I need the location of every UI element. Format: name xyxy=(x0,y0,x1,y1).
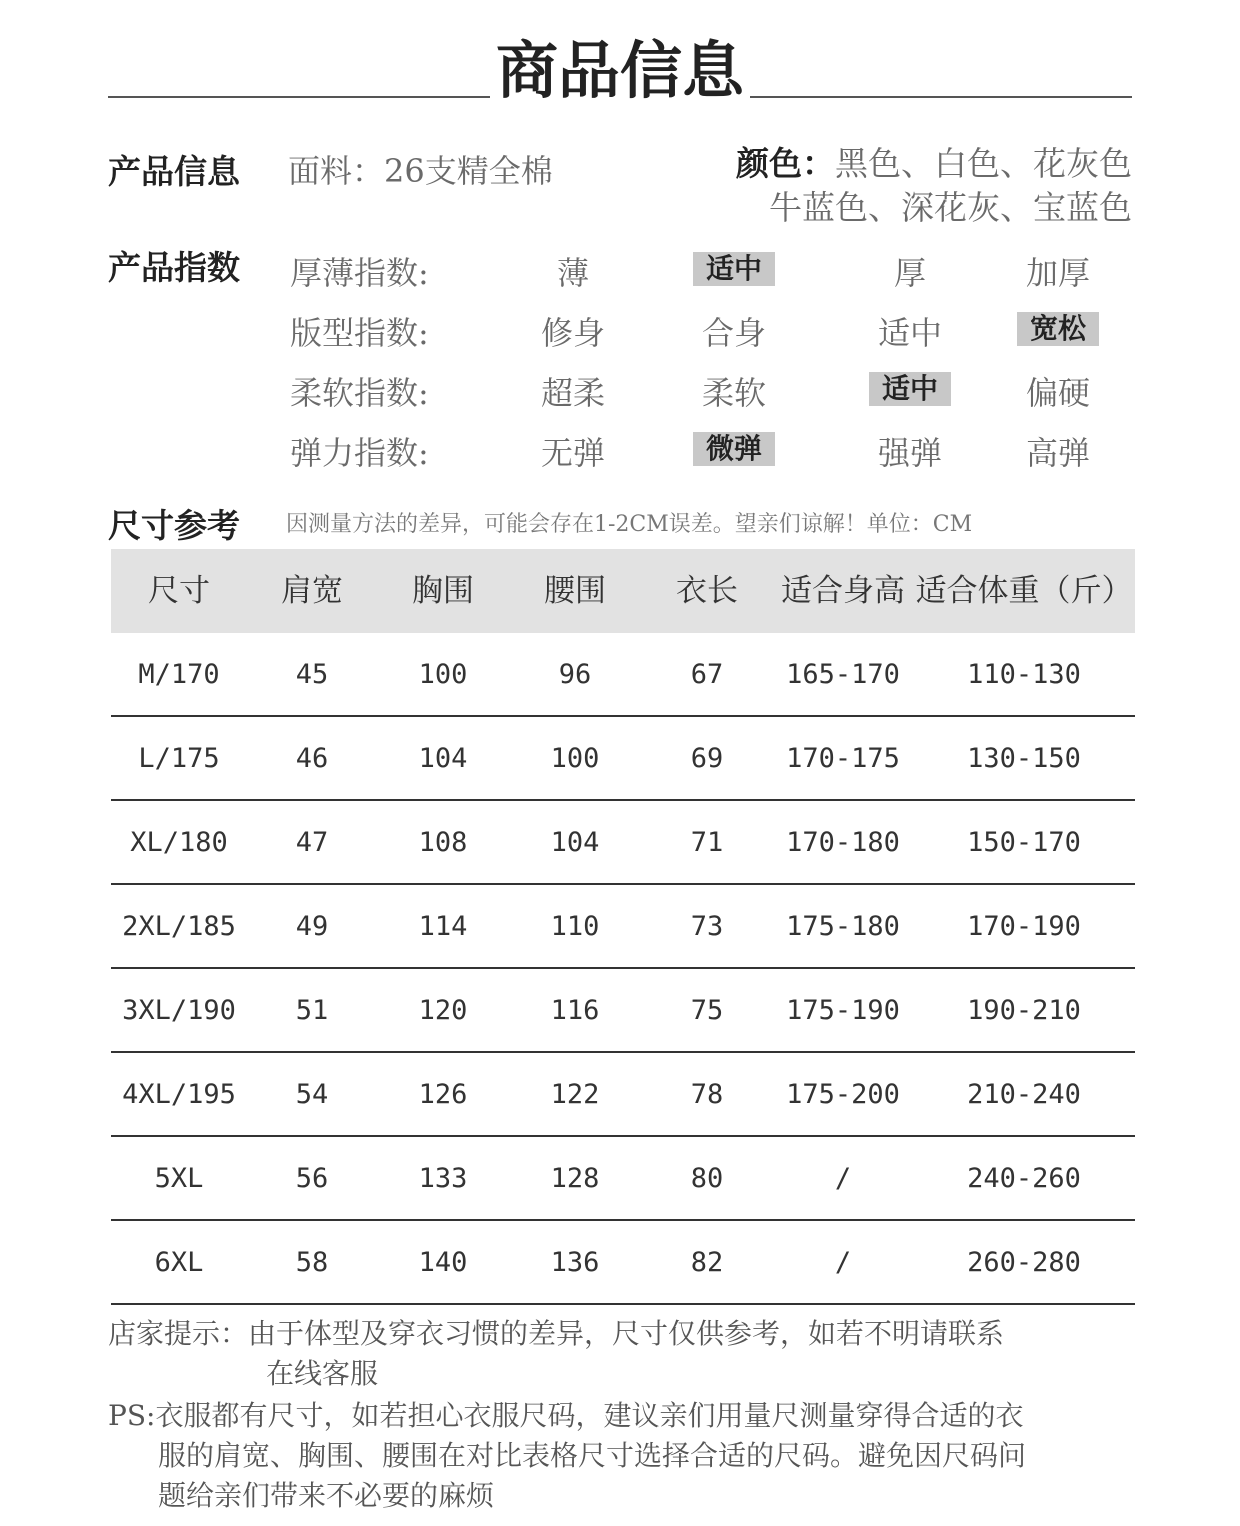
table-cell: 114 xyxy=(418,911,468,942)
table-cell: 5XL xyxy=(154,1163,204,1194)
table-header-cell: 适合身高 xyxy=(781,573,905,609)
table-cell: 126 xyxy=(418,1079,468,1110)
product-info-label: 产品信息 xyxy=(108,152,240,191)
table-cell: 130-150 xyxy=(967,743,1081,774)
table-cell: 78 xyxy=(690,1079,724,1110)
table-cell: 104 xyxy=(550,827,600,858)
table-cell: M/170 xyxy=(138,659,220,690)
table-header-cell: 衣长 xyxy=(676,573,738,609)
table-cell: 2XL/185 xyxy=(122,911,236,942)
index-option: 修身 xyxy=(540,314,605,352)
index-option: 偏硬 xyxy=(1025,374,1090,412)
index-row-name: 厚薄指数: xyxy=(290,254,429,292)
table-header-cell: 适合体重（斤） xyxy=(915,573,1133,609)
table-cell: 51 xyxy=(295,995,329,1026)
table-cell: 82 xyxy=(690,1247,724,1278)
table-cell: 56 xyxy=(295,1163,329,1194)
index-row xyxy=(0,364,1240,414)
shop-tip-line-1: 由于体型及穿衣习惯的差异，尺寸仅供参考，如若不明请联系 xyxy=(248,1317,1005,1350)
table-cell: 175-200 xyxy=(786,1079,900,1110)
shop-tip-line-2: 在线客服 xyxy=(266,1357,379,1390)
fabric-text: 面料：26支精全棉 xyxy=(288,152,553,190)
index-option-selected: 适中 xyxy=(869,372,951,406)
table-cell: 46 xyxy=(295,743,329,774)
index-option-selected: 宽松 xyxy=(1017,312,1099,346)
table-cell: 210-240 xyxy=(967,1079,1081,1110)
table-cell: / xyxy=(834,1247,852,1278)
table-cell: 120 xyxy=(418,995,468,1026)
size-table xyxy=(111,549,1135,1305)
index-option-selected: 适中 xyxy=(693,252,775,286)
table-cell: 67 xyxy=(690,659,724,690)
table-row xyxy=(111,801,1135,885)
table-cell: 69 xyxy=(690,743,724,774)
shop-tip xyxy=(108,1314,1004,1394)
table-cell: 100 xyxy=(418,659,468,690)
table-cell: 100 xyxy=(550,743,600,774)
table-cell: 71 xyxy=(690,827,724,858)
ps-line-3: 题给亲们带来不必要的麻烦 xyxy=(158,1479,495,1512)
index-row-name: 版型指数: xyxy=(290,314,429,352)
table-cell: 116 xyxy=(550,995,600,1026)
table-cell: 190-210 xyxy=(967,995,1081,1026)
table-cell: 110 xyxy=(550,911,600,942)
index-option: 无弹 xyxy=(540,434,605,472)
table-cell: 260-280 xyxy=(967,1247,1081,1278)
ps-label: PS: xyxy=(108,1399,156,1432)
table-header-row xyxy=(111,549,1135,633)
table-cell: 165-170 xyxy=(786,659,900,690)
table-row xyxy=(111,969,1135,1053)
index-option: 薄 xyxy=(556,254,589,292)
index-option: 加厚 xyxy=(1025,254,1090,292)
table-cell: 175-190 xyxy=(786,995,900,1026)
table-body xyxy=(111,633,1135,1305)
index-row xyxy=(0,304,1240,354)
size-ref-note: 因测量方法的差异，可能会存在1-2CM误差。望亲们谅解！单位：CM xyxy=(286,512,973,537)
table-cell: 240-260 xyxy=(967,1163,1081,1194)
table-row xyxy=(111,633,1135,717)
table-cell: 54 xyxy=(295,1079,329,1110)
table-header-cell: 胸围 xyxy=(412,573,474,609)
index-option: 高弹 xyxy=(1025,434,1090,472)
table-cell: 3XL/190 xyxy=(122,995,236,1026)
table-row xyxy=(111,1137,1135,1221)
table-cell: 6XL xyxy=(154,1247,204,1278)
table-cell: 133 xyxy=(418,1163,468,1194)
table-cell: 110-130 xyxy=(967,659,1081,690)
table-header-cell: 尺寸 xyxy=(148,573,210,609)
product-index-label: 产品指数 xyxy=(108,248,240,287)
table-header-cell: 腰围 xyxy=(544,573,606,609)
index-option: 柔软 xyxy=(701,374,766,412)
table-cell: 128 xyxy=(550,1163,600,1194)
shop-tip-label: 店家提示： xyxy=(108,1317,249,1350)
table-cell: 104 xyxy=(418,743,468,774)
size-ref-label: 尺寸参考 xyxy=(108,506,240,545)
colors-line-1: 黑色、白色、花灰色 xyxy=(835,144,1132,183)
table-cell: 73 xyxy=(690,911,724,942)
table-cell: 80 xyxy=(690,1163,724,1194)
index-option: 强弹 xyxy=(877,434,942,472)
table-cell: 75 xyxy=(690,995,724,1026)
colors-block xyxy=(736,142,1132,230)
index-row-name: 弹力指数: xyxy=(290,434,429,472)
table-cell: XL/180 xyxy=(130,827,228,858)
table-cell: 49 xyxy=(295,911,329,942)
table-row xyxy=(111,1053,1135,1137)
table-row xyxy=(111,1221,1135,1305)
table-cell: 170-175 xyxy=(786,743,900,774)
table-cell: 175-180 xyxy=(786,911,900,942)
page-title-wrap xyxy=(0,36,1240,106)
table-cell: 58 xyxy=(295,1247,329,1278)
table-header-cell: 肩宽 xyxy=(281,573,343,609)
table-cell: 136 xyxy=(550,1247,600,1278)
table-cell: 122 xyxy=(550,1079,600,1110)
page-title: 商品信息 xyxy=(490,36,750,106)
index-option: 厚 xyxy=(893,254,926,292)
index-row-name: 柔软指数: xyxy=(290,374,429,412)
index-option: 适中 xyxy=(877,314,942,352)
table-cell: 96 xyxy=(558,659,592,690)
ps-line-1: 衣服都有尺寸，如若担心衣服尺码，建议亲们用量尺测量穿得合适的衣 xyxy=(155,1399,1024,1432)
table-cell: 170-190 xyxy=(967,911,1081,942)
ps-line-2: 服的肩宽、胸围、腰围在对比表格尺寸选择合适的尺码。避免因尺码问 xyxy=(158,1439,1027,1472)
table-cell: / xyxy=(834,1163,852,1194)
index-option: 合身 xyxy=(701,314,766,352)
colors-label: 颜色： xyxy=(736,144,835,183)
table-row xyxy=(111,885,1135,969)
table-cell: 108 xyxy=(418,827,468,858)
table-cell: 140 xyxy=(418,1247,468,1278)
colors-line-2: 牛蓝色、深花灰、宝蓝色 xyxy=(769,188,1132,227)
table-cell: 45 xyxy=(295,659,329,690)
table-cell: 47 xyxy=(295,827,329,858)
index-row xyxy=(0,424,1240,474)
table-cell: 150-170 xyxy=(967,827,1081,858)
table-cell: 4XL/195 xyxy=(122,1079,236,1110)
ps-note xyxy=(108,1396,1026,1516)
index-option: 超柔 xyxy=(540,374,605,412)
table-cell: L/175 xyxy=(138,743,220,774)
index-row xyxy=(0,244,1240,294)
index-option-selected: 微弹 xyxy=(693,432,775,466)
table-row xyxy=(111,717,1135,801)
table-cell: 170-180 xyxy=(786,827,900,858)
